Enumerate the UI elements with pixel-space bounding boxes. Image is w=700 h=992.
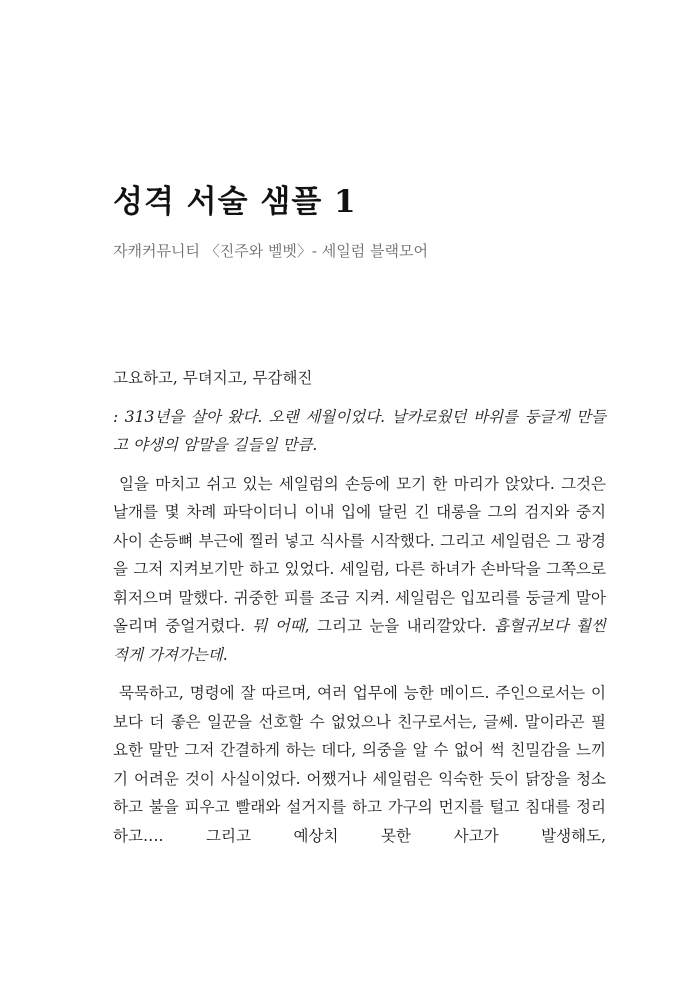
paragraph-1-text: 일을 마치고 쉬고 있는 세일럼의 손등에 모기 한 마리가 앉았다. 그것은 날개를 몇 차례 파닥이더니 이내 입에 달린 긴 대롱을 그의 검지와 중지 사이 손등뼈 부근에 찔러 넣고 식사를 시작했다. 그리고 세일럼은 그 광경을 그저 지켜보기만 하고 있었다. 세일럼, 다른 하녀가 손바닥을 그쪽으로 휘저으며 말했다. 귀중한 피를 조금 지켜. 세일럼은 입꼬리를 둥글게 말아 올리며 중얼거렸다.	[113, 474, 606, 635]
document-subtitle: 자캐커뮤니티 〈진주와 벨벳〉- 세일럼 블랙모어	[113, 242, 428, 260]
section-heading: 고요하고, 무뎌지고, 무감해진	[113, 369, 313, 387]
epigraph: : 313년을 살아 왔다. 오랜 세월이었다. 날카로웠던 바위를 둥글게 만들고 야생의 암말을 길들일 만큼.	[113, 407, 606, 454]
paragraph-2: 묵묵하고, 명령에 잘 따르며, 여러 업무에 능한 메이드. 주인으로서는 이보다 더 좋은 일꾼을 선호할 수 없었으나 친구로서는, 글쎄. 말이라곤 필요한 말만 그저 간결하게 하는 데다, 의중을 알 수 없어 썩 친밀감을 느끼기 어려운 것이 사실이었다. 어쨌거나 세일럼은 익숙한 듯이 닭장을 청소하고 불을 피우고 빨래와 설거지를 하고 가구의 먼지를 털고 침대를 정리하고…. 그리고 예상치 못한 사고가 발생해도,	[113, 684, 606, 845]
paragraph-1	[113, 470, 606, 670]
document-body	[113, 364, 606, 860]
paragraph-1-emphasis-1: 뭐 어때	[252, 617, 305, 635]
paragraph-1-middle: , 그리고 눈을 내리깔았다.	[304, 617, 494, 635]
paragraph-1-emphasis-2: 흡혈귀보다 훨씬 적게 가져가는데.	[113, 617, 606, 664]
document-title: 성격 서술 샘플 1	[113, 184, 357, 220]
